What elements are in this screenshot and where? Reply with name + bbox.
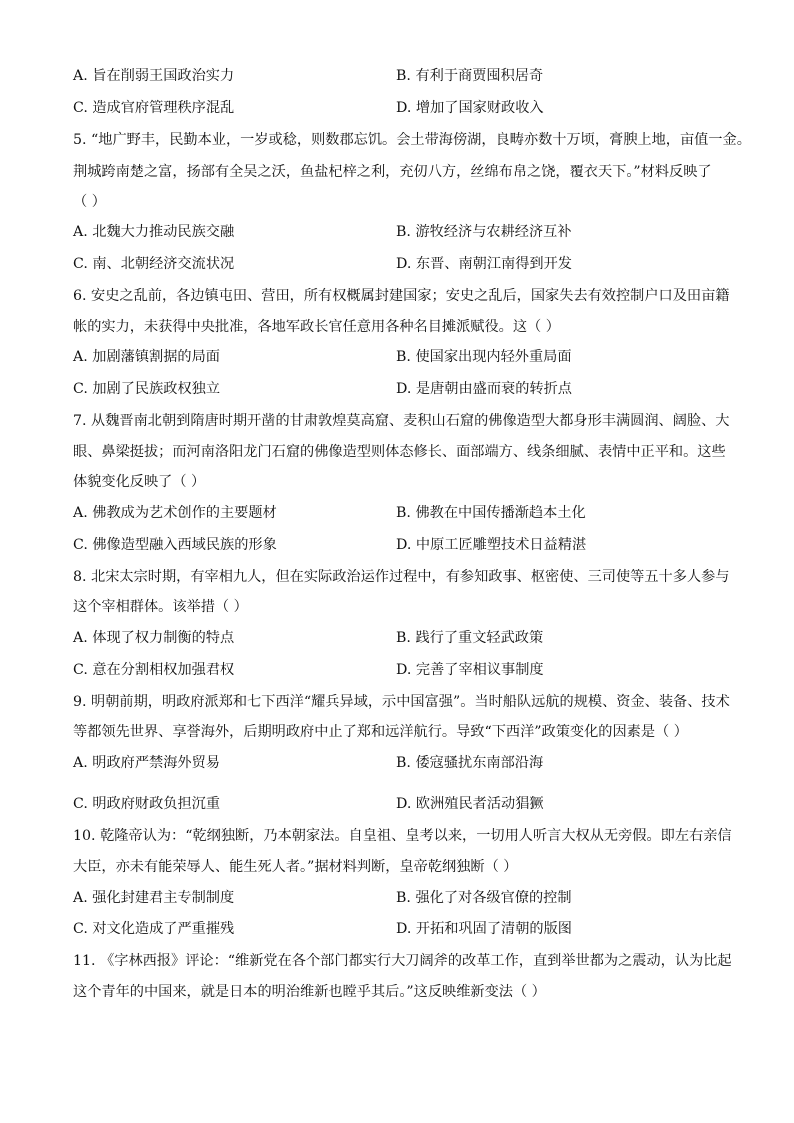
- question-text-line: 帐的实力，未获得中央批准，各地军政长官任意用各种名目摊派赋役。这（ ）: [73, 319, 560, 335]
- question-text-line: 9. 明朝前期，明政府派郑和七下西洋“耀兵异域，示中国富强”。当时船队远航的规模、资金、装备、技术: [73, 694, 730, 710]
- answer-option: B. 有利于商贾囤积居奇: [396, 68, 544, 84]
- question-text-line: （ ）: [73, 194, 106, 210]
- question-text-line: 体貌变化反映了（ ）: [73, 474, 206, 490]
- question-text-line: 荆城跨南楚之富，扬部有全吴之沃，鱼盐杞梓之利，充仞八方，丝绵布帛之饶，覆衣天下。”材料反映了: [73, 164, 712, 180]
- answer-option: A. 明政府严禁海外贸易: [73, 755, 220, 771]
- answer-option: C. 明政府财政负担沉重: [73, 796, 221, 812]
- answer-option: D. 是唐朝由盛而衰的转折点: [396, 381, 572, 397]
- answer-option: A. 强化封建君主专制制度: [73, 890, 235, 906]
- question-text-line: 6. 安史之乱前，各边镇屯田、营田，所有权概属封建国家；安史之乱后，国家失去有效控制户口及田亩籍: [73, 288, 730, 304]
- answer-option: C. 造成官府管理秩序混乱: [73, 100, 235, 116]
- answer-option: B. 倭寇骚扰东南部沿海: [396, 755, 544, 771]
- question-text-line: 这个宰相群体。该举措（ ）: [73, 599, 248, 615]
- question-text-line: 大臣，亦未有能荣辱人、能生死人者。”据材料判断，皇帝乾纲独断（ ）: [73, 859, 518, 875]
- answer-option: A. 旨在削弱王国政治实力: [73, 68, 235, 84]
- question-text-line: 11. 《字林西报》评论：“维新党在各个部门都实行大刀阔斧的改革工作，直到举世都为之震动，认为比起: [73, 953, 732, 969]
- answer-option: B. 佛教在中国传播渐趋本土化: [396, 505, 586, 521]
- answer-option: B. 游牧经济与农耕经济互补: [396, 224, 572, 240]
- answer-option: D. 完善了宰相议事制度: [396, 662, 544, 678]
- answer-option: D. 中原工匠雕塑技术日益精湛: [396, 537, 587, 553]
- question-text-line: 这个青年的中国来，就是日本的明治维新也瞠乎其后。”这反映维新变法（ ）: [73, 984, 546, 1000]
- answer-option: C. 加剧了民族政权独立: [73, 381, 221, 397]
- answer-option: C. 对文化造成了严重摧残: [73, 921, 235, 937]
- answer-option: B. 使国家出现内轻外重局面: [396, 349, 572, 365]
- answer-option: D. 欧洲殖民者活动猖獗: [396, 796, 544, 812]
- question-text-line: 10. 乾隆帝认为：“乾纲独断，乃本朝家法。自皇祖、皇考以来，一切用人听言大权从无旁假。即左右亲信: [73, 828, 732, 844]
- answer-option: A. 佛教成为艺术创作的主要题材: [73, 505, 277, 521]
- question-text-line: 7. 从魏晋南北朝到隋唐时期开凿的甘肃敦煌莫高窟、麦积山石窟的佛像造型大都身形丰满圆润、阔脸、大: [73, 413, 730, 429]
- question-text-line: 8. 北宋太宗时期，有宰相九人，但在实际政治运作过程中，有参知政事、枢密使、三司使等五十多人参与: [73, 569, 730, 585]
- question-text-line: 眼、鼻梁挺拔；而河南洛阳龙门石窟的佛像造型则体态修长、面部端方、线条细腻、表情中正平和。这些: [73, 444, 726, 460]
- question-text-line: 5. “地广野丰，民勤本业，一岁或稔，则数郡忘饥。会土带海傍湖，良畴亦数十万顷，膏腴上地，亩值一金。: [73, 132, 751, 148]
- answer-option: C. 佛像造型融入西域民族的形象: [73, 537, 277, 553]
- question-text-line: 等都领先世界、享誉海外，后期明政府中止了郑和远洋航行。导致“下西洋”政策变化的因素是（ ）: [73, 724, 688, 740]
- answer-option: C. 意在分割相权加强君权: [73, 662, 235, 678]
- answer-option: A. 北魏大力推动民族交融: [73, 224, 235, 240]
- answer-option: D. 增加了国家财政收入: [396, 100, 544, 116]
- answer-option: B. 践行了重文轻武政策: [396, 630, 544, 646]
- answer-option: C. 南、北朝经济交流状况: [73, 256, 235, 272]
- answer-option: D. 东晋、南朝江南得到开发: [396, 256, 572, 272]
- answer-option: D. 开拓和巩固了清朝的版图: [396, 921, 572, 937]
- answer-option: A. 体现了权力制衡的特点: [73, 630, 235, 646]
- answer-option: A. 加剧藩镇割据的局面: [73, 349, 220, 365]
- answer-option: B. 强化了对各级官僚的控制: [396, 890, 572, 906]
